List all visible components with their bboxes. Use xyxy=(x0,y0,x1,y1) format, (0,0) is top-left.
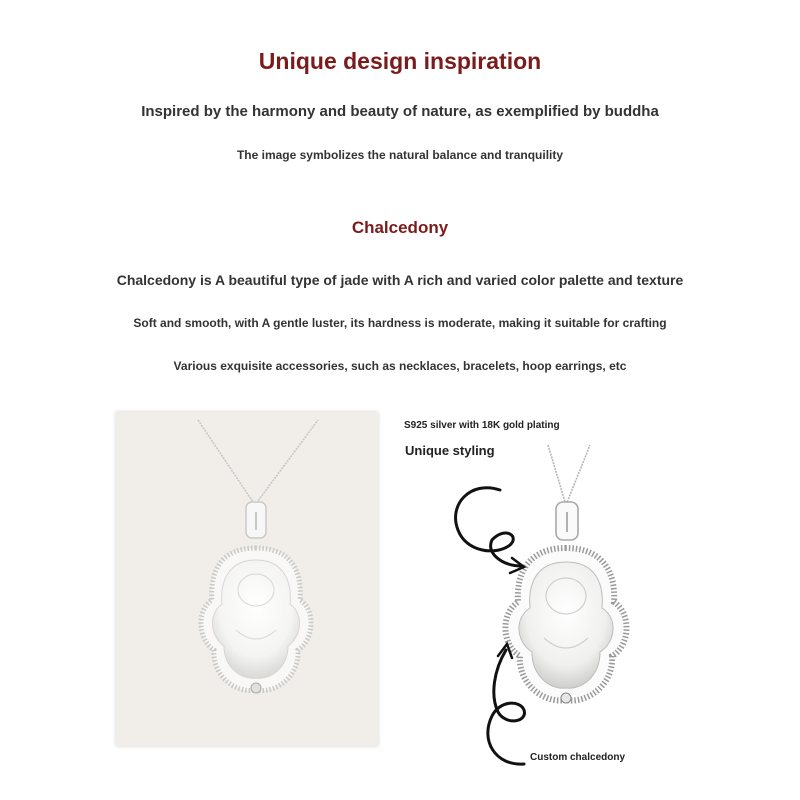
material-line-1: Chalcedony is A beautiful type of jade with A rich and varied color palette and texture xyxy=(116,272,684,288)
material-heading: Chalcedony xyxy=(351,218,449,237)
curly-arrow-top xyxy=(456,488,524,573)
material-line-3: Various exquisite accessories, such as necklaces, bracelets, hoop earrings, etc xyxy=(173,359,627,373)
callout-stone: Custom chalcedony xyxy=(530,752,626,763)
curly-arrow-bottom xyxy=(488,644,525,764)
material-line-2: Soft and smooth, with A gentle luster, its hardness is moderate, making it suitable for crafting xyxy=(133,316,667,330)
intro-line-1: Inspired by the harmony and beauty of nature, as exemplified by buddha xyxy=(141,103,659,120)
callout-styling: Unique styling xyxy=(405,443,495,458)
intro-line-2: The image symbolizes the natural balance and tranquility xyxy=(236,148,564,162)
callout-metal: S925 silver with 18K gold plating xyxy=(404,420,560,431)
page-title: Unique design inspiration xyxy=(258,48,542,74)
right-pendant xyxy=(505,445,626,703)
left-pendant xyxy=(198,420,318,693)
